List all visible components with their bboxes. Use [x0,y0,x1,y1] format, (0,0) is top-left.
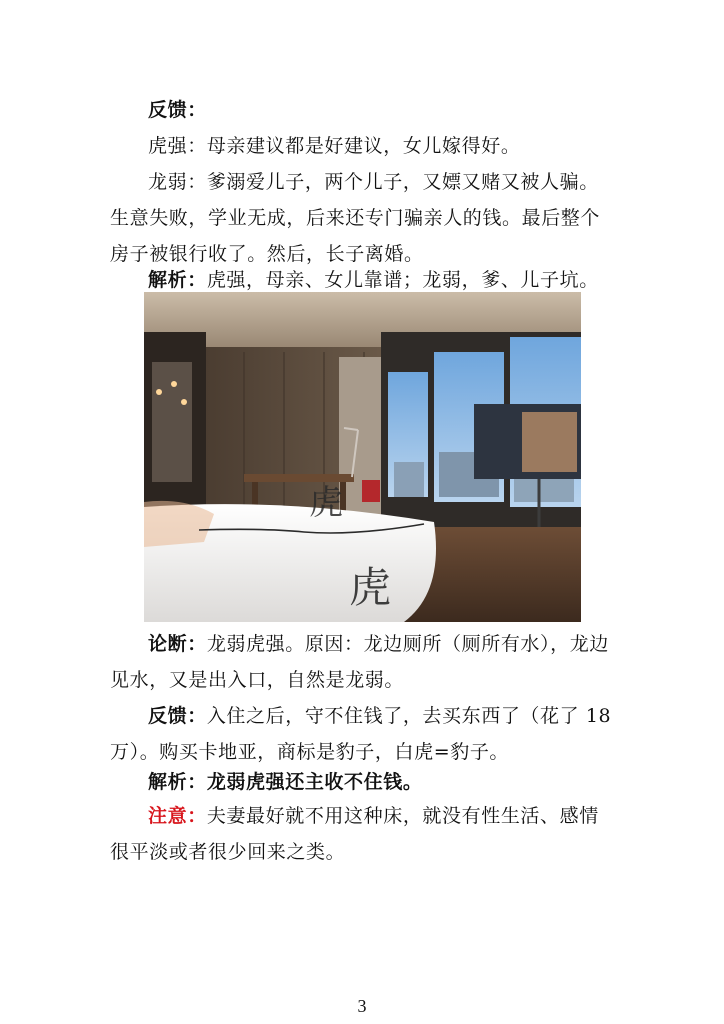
analysis-text-2: 龙弱虎强还主收不住钱。 [206,771,423,793]
verdict-text: 龙弱虎强。原因：龙边厕所（厕所有水），龙边见水，又是出入口，自然是龙弱。 [110,633,609,691]
feedback-label-2: 反馈： [148,705,207,727]
note-paragraph [110,798,615,870]
dragon-weak-label: 龙弱： [148,171,207,193]
note-text: 夫妻最好就不用这种床，就没有性生活、感情很平淡或者很少回来之类。 [110,805,599,863]
analysis-label-1: 解析： [148,269,207,291]
analysis-text-1: 虎强，母亲、女儿靠谱；龙弱，爹、儿子坑。 [206,269,599,291]
tiger-strong-line [110,128,615,164]
feedback-paragraph-2 [110,698,615,770]
desk [244,474,354,482]
analysis-line-2 [110,764,615,800]
tiger-strong-text: 母亲建议都是好建议，女儿嫁得好。 [206,135,521,157]
handwriting-tiger-2: 虎 [349,563,392,612]
hotel-room-illustration [144,292,581,622]
dragon-weak-text: 爹溺爱儿子，两个儿子，又嫖又赌又被人骗。生意失败，学业无成，后来还专门骗亲人的钱。最后整个房子被银行收了。然后，长子离婚。 [110,171,601,265]
dragon-weak-paragraph [110,164,615,272]
page-number: 3 [357,996,367,1016]
note-label: 注意： [148,805,207,827]
red-bag [362,480,380,502]
verdict-label: 论断： [148,633,207,655]
handwriting-tiger-1: 虎 [309,483,343,523]
feedback-text-2: 入住之后，守不住钱了，去买东西了（花了 18 万）。购买卡地亚，商标是豹子，白虎=豹子。 [110,705,612,763]
feedback-heading [110,92,615,128]
hotel-room-photo [144,292,581,622]
analysis-label-2: 解析： [148,771,207,793]
tiger-strong-label: 虎强： [148,135,207,157]
verdict-paragraph [110,626,615,698]
feedback-heading-text: 反馈： [148,99,207,121]
